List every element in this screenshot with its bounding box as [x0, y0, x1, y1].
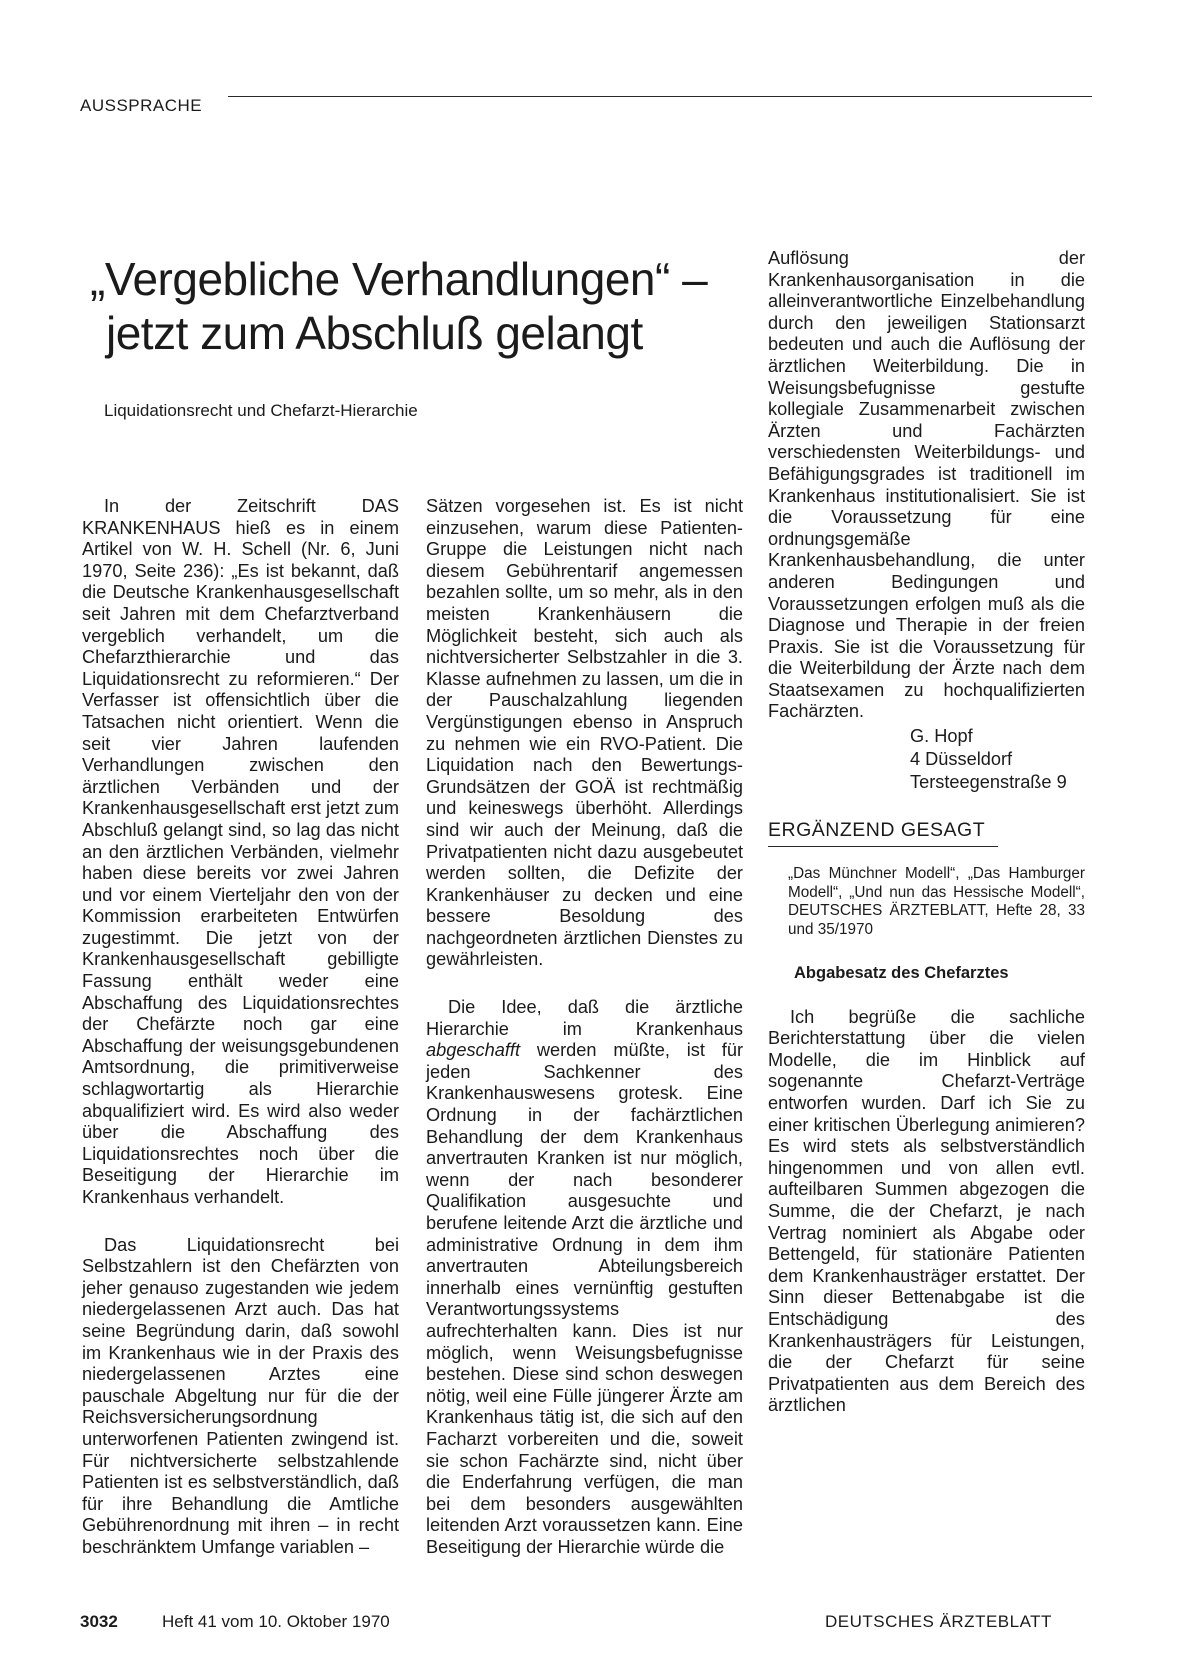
header-rule	[228, 96, 1092, 97]
title-line-2: jetzt zum Abschluß gelangt	[106, 307, 643, 359]
author-name: G. Hopf	[910, 726, 973, 747]
section-heading: AUSSPRACHE	[80, 96, 203, 115]
column-2	[426, 496, 743, 1559]
paragraph-3: Die Idee, daß die ärztliche Hierarchie im Krankenhaus abgeschafft werden müßte, ist für jeden Sachkenner des Krankenhauswesens grotesk. Eine Ordnung in der fachärztlichen Behandlung der dem Krankenhaus anvertrauten Kranken ist nur möglich, wenn der nach besonderer Qualifikation ausgesuchte und berufene leitende Arzt die ärztliche und administrative Ordnung in dem ihm anvertrauten Abteilungsbereich innerhalb eines vernünftig gestuften Verantwortungssystems aufrechterhalten kann. Dies ist nur möglich, wenn Weisungsbefugnisse bestehen. Diese sind schon deswegen nötig, weil eine Fülle jüngerer Ärzte am Krankenhaus tätig ist, die sich auf den Facharzt vorbereiten und die, soweit sie schon Fachärzte sind, nicht über die Enderfahrung verfügen, die man bei dem besonders ausgewählten leitenden Arzt voraussetzen kann. Eine Beseitigung der Hierarchie würde die	[426, 997, 743, 1557]
page-number: 3032	[80, 1612, 118, 1631]
author-street: Tersteegenstraße 9	[910, 772, 1067, 793]
erganzend-heading: ERGÄNZEND GESAGT	[768, 818, 998, 847]
title-line-1: „Vergebliche Verhandlungen“ –	[90, 253, 708, 305]
column-1	[82, 496, 399, 1559]
article-subtitle: Liquidationsrecht und Chefarzt-Hierarchie	[104, 401, 418, 420]
issue-info: Heft 41 vom 10. Oktober 1970	[162, 1612, 390, 1631]
letter-subheading: Abgabesatz des Chefarztes	[794, 964, 1009, 983]
letter-paragraph: Ich begrüße die sachliche Berichterstattung über die vielen Modelle, die im Hinblick auf sogenannte Chefarzt-Verträge entworfen wurden. Darf ich Sie zu einer kritischen Überlegung animieren? Es wird stets als selbstverständlich hingenommen und von allen evtl. aufteilbaren Summen abgezogen die Summe, die der Chefarzt, je nach Vertrag nominiert als Abgabe oder Bettengeld, für stationäre Patienten dem Krankenhausträger erstattet. Der Sinn dieser Bettenabgabe ist die Entschädigung des Krankenhausträgers für Leistungen, die der Chefarzt für seine Privatpatienten aus dem Bereich des ärztlichen	[768, 1006, 1085, 1416]
author-city: 4 Düsseldorf	[910, 749, 1013, 770]
paragraph-2: Sätzen vorgesehen ist. Es ist nicht einzusehen, warum diese Patienten-Gruppe die Leistungen nicht nach diesem Gebührentarif angemessen bezahlen sollte, um so mehr, als in den meisten Krankenhäusern die Möglichkeit besteht, sich auch als nichtversicherter Selbstzahler in die 3. Klasse aufnehmen zu lassen, um die in der Pauschalzahlung liegenden Vergünstigungen ebenso in Anspruch zu nehmen wie ein RVO-Patient. Die Liquidation nach den Bewertungs-Grundsätzen der GOÄ ist rechtmäßig und keineswegs überhöht. Allerdings sind wir auch der Meinung, daß die Privatpatienten nicht dazu ausgebeutet werden sollten, die Defizite der Krankenhäuser zu decken und eine bessere Besoldung des nachgeordneten ärztlichen Dienstes zu gewährleisten.	[426, 496, 743, 970]
paragraph-2: Das Liquidationsrecht bei Selbstzahlern ist den Chefärzten von jeher genauso zugestanden wie jedem niedergelassenen Arzt auch. Das hat seine Begründung darin, daß sowohl im Krankenhaus wie in der Praxis des niedergelassenen Arztes eine pauschale Abgeltung nur für die der Reichsversicherungsordnung unterworfenen Patienten zwingend ist. Für nichtversicherte selbstzahlende Patienten ist es selbstverständlich, daß für ihre Behandlung die Amtliche Gebührenordnung mit ihren – in recht beschränktem Umfange variablen –	[82, 1234, 399, 1557]
article-title	[90, 252, 750, 360]
journal-name: DEUTSCHES ÄRZTEBLATT	[825, 1612, 1052, 1631]
paragraph-3: Auflösung der Krankenhausorganisation in die alleinverantwortliche Einzelbehandlung durch den jeweiligen Stationsarzt bedeuten und auch die Auflösung der ärztlichen Weiterbildung. Die in Weisungsbefugnisse gestufte kollegiale Zusammenarbeit zwischen Ärzten und Fachärzten verschiedensten Weiterbildungs- und Befähigungsgrades ist traditionell im Krankenhaus institutionalisiert. Sie ist die Voraussetzung für eine ordnungsgemäße Krankenhausbehandlung, die unter anderen Bedingungen und Voraussetzungen erfolgen muß als die Diagnose und Therapie in der freien Praxis. Sie ist die Voraussetzung für die Weiterbildung der Ärzte nach dem Staatsexamen zu hochqualifizierten Fachärzten.	[768, 248, 1085, 722]
erganzend-reference: „Das Münchner Modell“, „Das Hamburger Modell“, „Und nun das Hessische Modell“, DEUTSCHES ÄRZTEBLATT, Hefte 28, 33 und 35/1970	[788, 865, 1085, 938]
column-3	[768, 248, 1085, 1417]
paragraph-1: In der Zeitschrift DAS KRANKENHAUS hieß es in einem Artikel von W. H. Schell (Nr. 6, Juni 1970, Seite 236): „Es ist bekannt, daß die Deutsche Krankenhausgesellschaft seit Jahren mit dem Chefarztverband vergeblich verhandelt, um die Chefarzthierarchie und das Liquidationsrecht zu reformieren.“ Der Verfasser ist offensichtlich über die Tatsachen nicht orientiert. Wenn die seit vier Jahren laufenden Verhandlungen zwischen den ärztlichen Verbänden und der Krankenhausgesellschaft erst jetzt zum Abschluß gelangt sind, so lag das nicht an den ärztlichen Verbänden, vielmehr haben diese bereits vor zwei Jahren und vor einem Vierteljahr den von der Kommission erarbeiteten Entwürfen zugestimmt. Die jetzt von der Krankenhausgesellschaft gebilligte Fassung enthält weder eine Abschaffung des Liquidationsrechtes der Chefärzte noch gar eine Abschaffung der weisungsgebundenen Amtsordnung, die primitiverweise schlagwortartig als Hierarchie abqualifiziert wird. Es wird also weder über die Abschaffung des Liquidationsrechtes noch über die Beseitigung der Hierarchie im Krankenhaus verhandelt.	[82, 496, 399, 1207]
author-signature	[768, 725, 1085, 794]
